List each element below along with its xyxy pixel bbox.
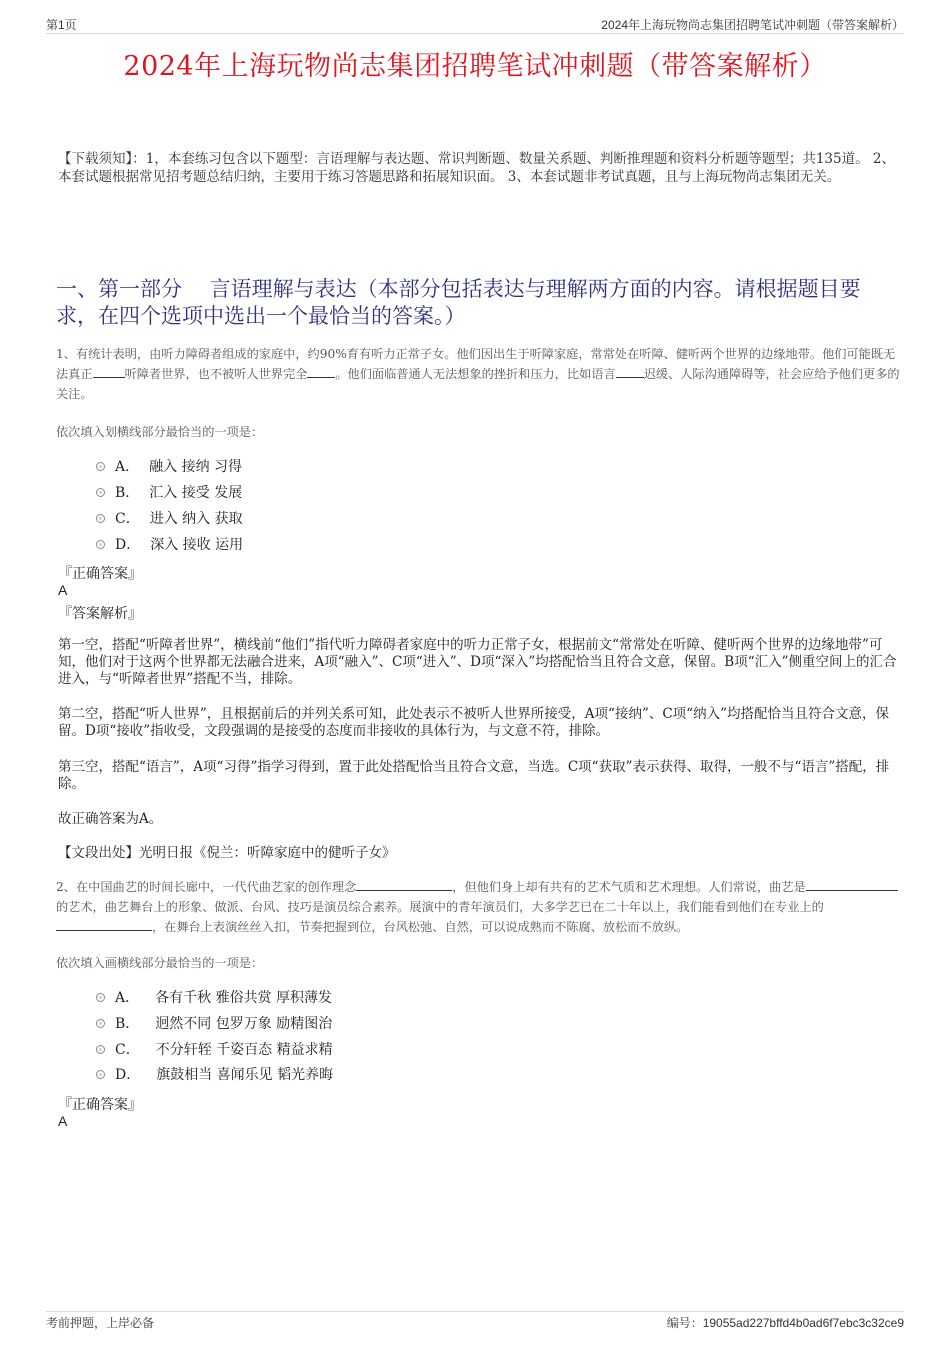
footer-slogan: 考前押题，上岸必备 (46, 1316, 155, 1330)
q1-analysis-label: 『答案解析』 (58, 606, 142, 622)
radio-icon[interactable] (96, 462, 105, 471)
q2-option-d[interactable]: D． 旗鼓相当 喜闻乐见 韬光养晦 (96, 1064, 333, 1084)
q1-analysis-para-1: 第一空，搭配“听障者世界”，横线前“他们”指代听力障碍者家庭中的听力正常子女，根据前文“常常处在听障、健听两个世界的边缘地带”可知，他们对于这两个世界都无法融合进来，A项“融入”、C项“进入”、D项“深入”均搭配恰当且符合文意，保留。B项“汇入”侧重空间上的汇合进入，与“听障者世界”搭配不当，排除。 (58, 637, 897, 687)
radio-icon[interactable] (96, 1070, 105, 1079)
blank-3 (616, 365, 644, 378)
header-divider (46, 33, 904, 34)
page-title: 2024年上海玩物尚志集团招聘笔试冲刺题（带答案解析） (123, 51, 827, 82)
q1-option-c[interactable]: C． 进入 纳入 获取 (96, 508, 243, 528)
q2-answer-label: 『正确答案』 (58, 1097, 142, 1113)
q1-answer: A (58, 582, 68, 598)
q2-option-a[interactable]: A． 各有千秋 雅俗共赏 厚积薄发 (96, 987, 332, 1007)
q1-option-b[interactable]: B． 汇入 接受 发展 (96, 482, 242, 502)
footer-divider (46, 1311, 904, 1312)
footer-doc-id: 编号：19055ad227bffd4b0ad6f7ebc3c32ce9 (666, 1316, 904, 1330)
q1-analysis-conclusion: 故正确答案为A。 (58, 811, 163, 827)
blank-3 (56, 918, 152, 931)
radio-icon[interactable] (96, 488, 105, 497)
q1-analysis-para-2: 第二空，搭配“听人世界”，且根据前后的并列关系可知，此处表示不被听人世界所接受，A项“接纳”、C项“纳入”均搭配恰当且符合文意，保留。D项“接收”指收受，文段强调的是接受的态度而非接收的具体行为，与文意不符，排除。 (58, 706, 889, 739)
radio-icon[interactable] (96, 1045, 105, 1054)
header-page-number: 第1页 (46, 18, 77, 32)
radio-icon[interactable] (96, 514, 105, 523)
blank-2 (307, 365, 335, 378)
q1-option-a[interactable]: A． 融入 接纳 习得 (96, 456, 242, 476)
q2-answer: A (58, 1113, 68, 1129)
q1-answer-label: 『正确答案』 (58, 566, 142, 582)
blank-1 (356, 878, 452, 891)
radio-icon[interactable] (96, 1019, 105, 1028)
question-1-stem: 1、有统计表明，由听力障碍者组成的家庭中，约90%育有听力正常子女。他们因出生于听障家庭，常常处在听障、健听两个世界的边缘地带。他们可能既无法真正 听障者世界，也不被听人世界完全 。他们面临普通人无法想象的挫折和压力，比如语言 迟缓、人际沟通障碍等，社会应给予他们更多的关注。 (56, 347, 900, 401)
blank-1 (93, 365, 125, 378)
section-heading: 一、第一部分 言语理解与表达（本部分包括表达与理解两方面的内容。请根据题目要求，在四个选项中选出一个最恰当的答案。） (56, 277, 861, 328)
radio-icon[interactable] (96, 993, 105, 1002)
q1-analysis-para-3: 第三空，搭配“语言”，A项“习得”指学习得到，置于此处搭配恰当且符合文意，当选。C项“获取”表示获得、取得，一般不与“语言”搭配，排除。 (58, 759, 890, 792)
radio-icon[interactable] (96, 540, 105, 549)
q1-source: 【文段出处】光明日报《倪兰：听障家庭中的健听子女》 (58, 845, 396, 861)
question-1-instruction: 依次填入划横线部分最恰当的一项是： (56, 425, 264, 439)
header-doc-title: 2024年上海玩物尚志集团招聘笔试冲刺题（带答案解析） (601, 18, 904, 32)
question-2-instruction: 依次填入画横线部分最恰当的一项是： (56, 956, 264, 970)
q2-option-b[interactable]: B． 迥然不同 包罗万象 励精图治 (96, 1013, 332, 1033)
download-notice: 【下载须知】：1，本套练习包含以下题型：言语理解与表达题、常识判断题、数量关系题、判断推理题和资料分析题等题型；共135道。 2、本套试题根据常见招考题总结归纳，主要用于练习答题思路和拓展知识面。 3、本套试题非考试真题，且与上海玩物尚志集团无关。 (58, 151, 895, 185)
blank-2 (806, 878, 898, 891)
question-2-stem: 2、在中国曲艺的时间长廊中，一代代曲艺家的创作理念 ，但他们身上却有共有的艺术气质和艺术理想。人们常说，曲艺是的艺术，曲艺舞台上的形象、做派、台风、技巧是演员综合素养。展演中的青年演员们，大多学艺已在二十年以上，我们能看到他们在专业上的，在舞台上表演丝丝入扣，节奏把握到位，台风松弛、自然，可以说成熟而不陈腐、放松而不放纵。 (56, 877, 900, 937)
q2-option-c[interactable]: C． 不分轩轾 千姿百态 精益求精 (96, 1039, 333, 1059)
q1-option-d[interactable]: D． 深入 接收 运用 (96, 534, 243, 554)
